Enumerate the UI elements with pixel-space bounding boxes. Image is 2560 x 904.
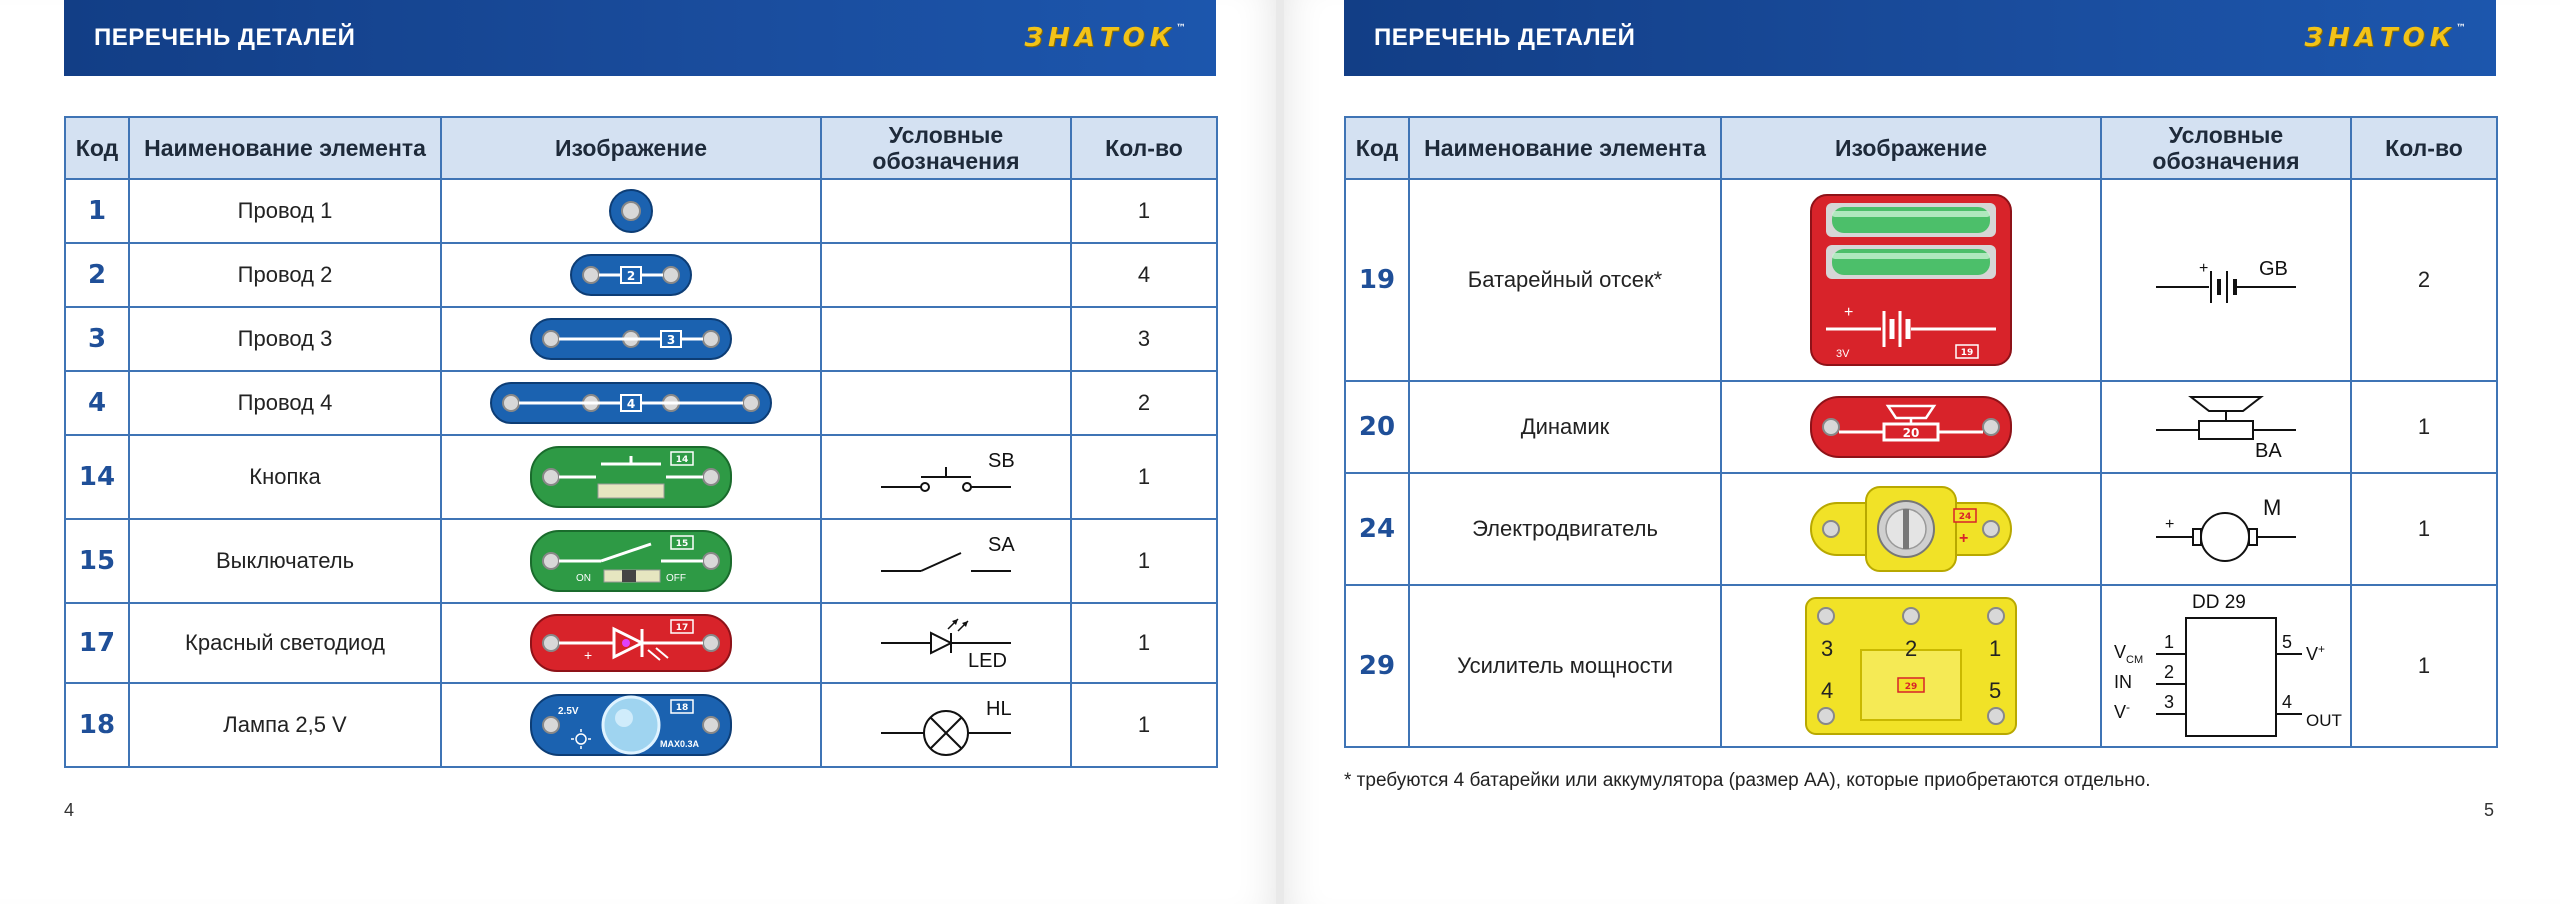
svg-text:MAX0.3A: MAX0.3A (660, 739, 700, 749)
motor-symbol (2151, 493, 2301, 565)
part-qty: 3 (1071, 307, 1217, 371)
part-code: 17 (65, 603, 129, 683)
table-row (65, 243, 1217, 307)
svg-text:2: 2 (2164, 662, 2175, 682)
svg-text:17: 17 (675, 623, 689, 633)
header-qty: Кол-во (1071, 117, 1217, 179)
part-qty: 2 (1071, 371, 1217, 435)
part-name: Провод 3 (129, 307, 441, 371)
svg-text:4: 4 (1821, 678, 1834, 703)
right-page (1284, 0, 2560, 904)
svg-text:5: 5 (1989, 678, 2002, 703)
part-code: 20 (1345, 381, 1409, 473)
button-symbol (876, 449, 1016, 505)
page-number: 5 (2484, 800, 2495, 820)
svg-text:+: + (584, 647, 593, 663)
part-symbol (2101, 473, 2351, 585)
svg-text:4: 4 (626, 397, 636, 411)
led-symbol (876, 611, 1016, 675)
header-code: Код (1345, 117, 1409, 179)
header-name: Наименование элемента (1409, 117, 1721, 179)
table-row (1345, 179, 2497, 381)
part-name: Провод 4 (129, 371, 441, 435)
header-image: Изображение (1721, 117, 2101, 179)
svg-text:GB: GB (2259, 258, 2288, 280)
part-code: 3 (65, 307, 129, 371)
svg-text:+: + (2165, 516, 2175, 533)
part-code: 19 (1345, 179, 1409, 381)
part-name: Красный светодиод (129, 603, 441, 683)
part-symbol (2101, 381, 2351, 473)
part-name: Лампа 2,5 V (129, 683, 441, 767)
page-number: 4 (64, 800, 75, 820)
table-row (65, 307, 1217, 371)
part-code: 4 (65, 371, 129, 435)
part-image (441, 603, 821, 683)
part-qty: 1 (1071, 435, 1217, 519)
svg-text:29: 29 (1904, 682, 1918, 692)
header-image: Изображение (441, 117, 821, 179)
svg-text:OUT: OUT (2306, 711, 2342, 730)
part-image (441, 683, 821, 767)
header-name: Наименование элемента (129, 117, 441, 179)
left-page (0, 0, 1276, 904)
header-symbol: Условные обозначения (821, 117, 1071, 179)
part-qty: 1 (2351, 381, 2497, 473)
part-code: 15 (65, 519, 129, 603)
svg-text:15: 15 (675, 539, 689, 549)
svg-text:20: 20 (1902, 426, 1920, 440)
svg-text:2: 2 (1905, 636, 1918, 661)
part-symbol-empty (821, 243, 1071, 307)
svg-text:HL: HL (986, 698, 1012, 720)
table-row (1345, 381, 2497, 473)
svg-text:1: 1 (2164, 632, 2175, 652)
svg-text:ON: ON (576, 573, 591, 584)
wire-1-image (601, 186, 661, 236)
part-image (441, 307, 821, 371)
part-code: 1 (65, 179, 129, 243)
push-button-image (526, 444, 736, 510)
svg-text:5: 5 (2282, 632, 2293, 652)
svg-text:24: 24 (1958, 512, 1972, 522)
part-name: Выключатель (129, 519, 441, 603)
part-qty: 1 (2351, 585, 2497, 747)
part-symbol (2101, 179, 2351, 381)
svg-text:+: + (2199, 260, 2209, 277)
table-row (65, 519, 1217, 603)
part-symbol (821, 603, 1071, 683)
table-row (1345, 585, 2497, 747)
svg-text:18: 18 (675, 703, 689, 713)
table-row (1345, 473, 2497, 585)
svg-text:2: 2 (626, 269, 636, 283)
part-image (441, 243, 821, 307)
part-name: Провод 1 (129, 179, 441, 243)
wire-2-image (566, 250, 696, 300)
motor-image (1806, 483, 2016, 575)
svg-text:M: M (2263, 495, 2282, 520)
part-symbol (821, 683, 1071, 767)
part-symbol-empty (821, 371, 1071, 435)
part-image (441, 371, 821, 435)
svg-text:IN: IN (2114, 672, 2132, 692)
part-image (441, 179, 821, 243)
part-qty: 1 (1071, 683, 1217, 767)
table-row (65, 179, 1217, 243)
svg-text:2.5V: 2.5V (558, 706, 579, 717)
part-symbol-empty (821, 179, 1071, 243)
part-image (1721, 473, 2101, 585)
header-banner (1344, 0, 2496, 76)
part-symbol-empty (821, 307, 1071, 371)
part-symbol (821, 519, 1071, 603)
brand-logo: ЗНАТОК™ (2304, 23, 2466, 53)
lamp-symbol (876, 693, 1016, 757)
page-title: ПЕРЕЧЕНЬ ДЕТАЛЕЙ (1374, 24, 1636, 51)
parts-table (1344, 116, 2498, 748)
wire-4-image (486, 378, 776, 428)
table-header-row (1345, 117, 2497, 179)
switch-symbol (876, 533, 1016, 589)
battery-symbol (2151, 245, 2301, 315)
svg-text:3: 3 (666, 333, 676, 347)
amplifier-symbol (2106, 588, 2346, 744)
speaker-image (1806, 394, 2016, 460)
part-qty: 1 (1071, 179, 1217, 243)
svg-text:4: 4 (2282, 692, 2293, 712)
svg-text:3: 3 (1821, 636, 1834, 661)
svg-text:BA: BA (2255, 440, 2282, 462)
svg-text:OFF: OFF (666, 573, 686, 584)
speaker-symbol (2151, 391, 2301, 463)
part-name: Усилитель мощности (1409, 585, 1721, 747)
header-qty: Кол-во (2351, 117, 2497, 179)
table-header-row (65, 117, 1217, 179)
svg-text:3: 3 (2164, 692, 2175, 712)
table-row (65, 435, 1217, 519)
page-title: ПЕРЕЧЕНЬ ДЕТАЛЕЙ (94, 24, 356, 51)
svg-text:V+: V+ (2306, 642, 2326, 664)
svg-text:LED: LED (968, 650, 1007, 672)
table-row (65, 371, 1217, 435)
header-symbol: Условные обозначения (2101, 117, 2351, 179)
part-code: 24 (1345, 473, 1409, 585)
wire-3-image (526, 314, 736, 364)
red-led-image (526, 612, 736, 674)
part-image (441, 519, 821, 603)
svg-text:+: + (1959, 530, 1969, 547)
svg-text:3V: 3V (1836, 348, 1850, 360)
part-image (1721, 585, 2101, 747)
parts-table (64, 116, 1218, 768)
part-qty: 1 (2351, 473, 2497, 585)
svg-text:+: + (1844, 304, 1854, 321)
part-image (1721, 179, 2101, 381)
table-row (65, 683, 1217, 767)
header-code: Код (65, 117, 129, 179)
svg-text:1: 1 (1989, 636, 2002, 661)
battery-pack-image (1806, 191, 2016, 369)
svg-text:V-: V- (2114, 700, 2131, 722)
part-qty: 1 (1071, 519, 1217, 603)
brand-logo: ЗНАТОК™ (1024, 23, 1186, 53)
part-name: Динамик (1409, 381, 1721, 473)
part-qty: 1 (1071, 603, 1217, 683)
table-row (65, 603, 1217, 683)
part-code: 18 (65, 683, 129, 767)
part-name: Провод 2 (129, 243, 441, 307)
svg-text:14: 14 (675, 455, 689, 465)
part-image (1721, 381, 2101, 473)
svg-text:SA: SA (988, 534, 1015, 556)
part-qty: 2 (2351, 179, 2497, 381)
part-symbol (821, 435, 1071, 519)
part-image (441, 435, 821, 519)
part-code: 29 (1345, 585, 1409, 747)
amplifier-image (1801, 594, 2021, 738)
svg-text:VCM: $V_{CM}$ (2114, 642, 2144, 666)
header-banner (64, 0, 1216, 76)
lamp-image (526, 692, 736, 758)
part-code: 14 (65, 435, 129, 519)
part-code: 2 (65, 243, 129, 307)
footnote: * требуются 4 батарейки или аккумулятора (размер АА), которые приобретаются отдельно. (1344, 770, 2151, 791)
svg-text:DD 29: DD 29 (2192, 592, 2246, 613)
part-qty: 4 (1071, 243, 1217, 307)
svg-text:19: 19 (1960, 348, 1974, 358)
part-symbol (2101, 585, 2351, 747)
switch-image (526, 528, 736, 594)
part-name: Батарейный отсек* (1409, 179, 1721, 381)
part-name: Электродвигатель (1409, 473, 1721, 585)
part-name: Кнопка (129, 435, 441, 519)
svg-text:SB: SB (988, 450, 1015, 472)
